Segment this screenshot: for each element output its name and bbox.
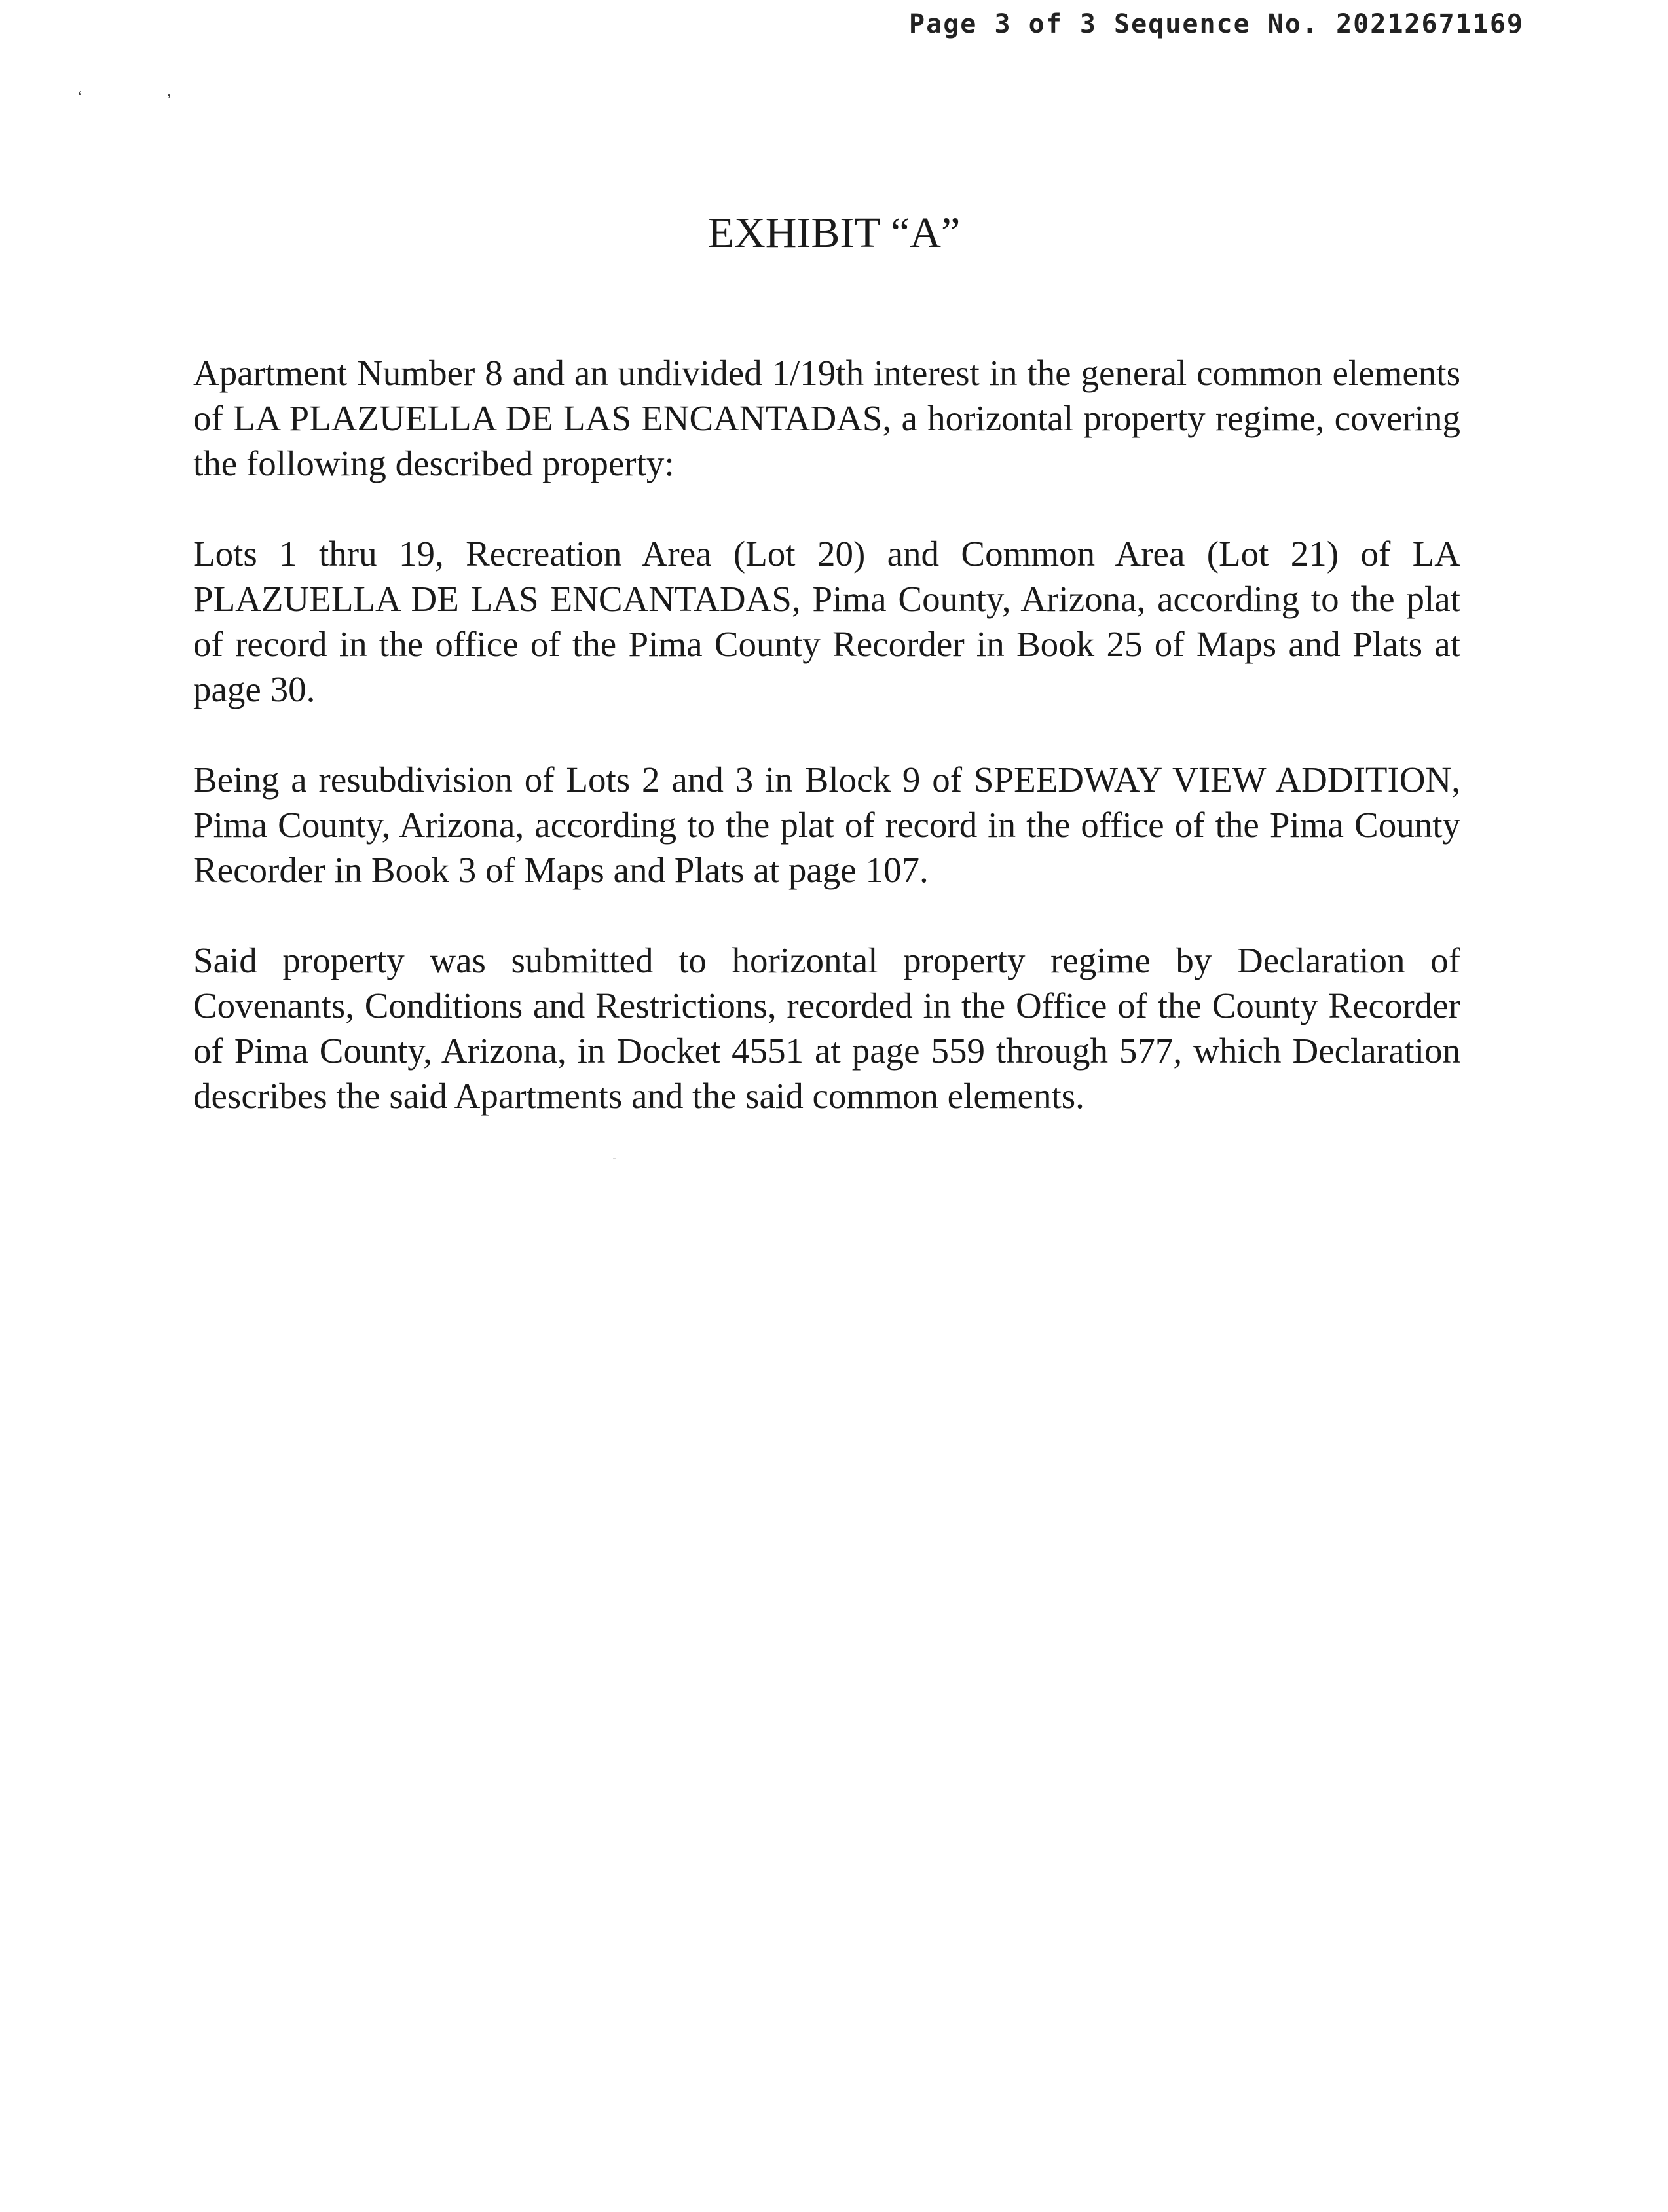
legal-description-body xyxy=(193,350,1460,1164)
scan-mark-left: ‘ xyxy=(77,88,83,105)
page-sequence-header: Page 3 of 3 Sequence No. 20212671169 xyxy=(909,9,1524,39)
paragraph-declaration: Said property was submitted to horizontal property regime by Declaration of Covenants, Conditions and Restrictions, recorded in the Office of the County Recorder of Pima County, Arizona, in Docket 4551 at page 559 through 577, which Declaration describes the said Apartments and the said common elements. xyxy=(193,940,1460,1116)
exhibit-title: EXHIBIT “A” xyxy=(707,209,961,257)
paragraph-resubdivision: Being a resubdivision of Lots 2 and 3 in Block 9 of SPEEDWAY VIEW ADDITION, Pima County, Arizona, according to the plat of record in the office of the Pima County Recorder in Book 3 of Maps and Plats at page 107. xyxy=(193,760,1460,890)
paragraph-lots-description: Lots 1 thru 19, Recreation Area (Lot 20) and Common Area (Lot 21) of LA PLAZUELLA DE LAS ENCANTADAS, Pima County, Arizona, according to the plat of record in the office of the Pima County Recorder in Book 25 of Maps and Plats at page 30. xyxy=(193,534,1460,709)
paragraph-apartment-interest: Apartment Number 8 and an undivided 1/19th interest in the general common elements of LA PLAZUELLA DE LAS ENCANTADAS, a horizontal property regime, covering the following described property: xyxy=(193,353,1460,483)
scan-speck xyxy=(613,1158,616,1159)
scan-mark-right: ʼ xyxy=(166,92,172,109)
